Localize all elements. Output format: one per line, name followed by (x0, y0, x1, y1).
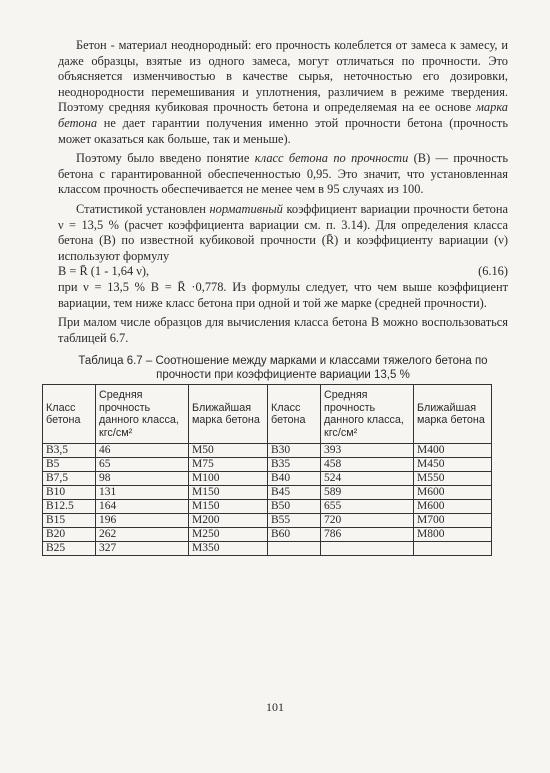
paragraph-1-end: не дает гарантии получения именно этой прочности бетона (прочность может оказаться как больше, так и меньше). (58, 115, 508, 146)
table-row (43, 500, 492, 514)
cell (321, 542, 414, 556)
cell: М100 (189, 472, 268, 486)
paragraph-2 (58, 151, 508, 198)
cell: В25 (43, 542, 96, 556)
cell: В12.5 (43, 500, 96, 514)
cell: М800 (414, 528, 492, 542)
cell: 164 (96, 500, 189, 514)
paragraph-1 (58, 38, 508, 147)
cell: 524 (321, 472, 414, 486)
cell: В5 (43, 458, 96, 472)
cell: М600 (414, 500, 492, 514)
cell: 655 (321, 500, 414, 514)
cell: В55 (268, 514, 321, 528)
header-class-1: Класс бетона (43, 385, 96, 444)
page-body (46, 38, 508, 556)
cell: М350 (189, 542, 268, 556)
paragraph-3-end: коэффициент вариации прочности бетона ν = 13,5 % (расчет коэффициента вариации см. п. 3.14). Для определения класса бетона (В) по известной кубиковой прочности (R̄) и коэффициенту вариации (ν) используют формулу (58, 201, 508, 263)
cell: В20 (43, 528, 96, 542)
formula-number: (6.16) (478, 264, 508, 279)
paragraph-3-start: Статистикой установлен (76, 201, 206, 216)
grade-class-table (42, 384, 492, 556)
cell: М400 (414, 444, 492, 458)
cell: М50 (189, 444, 268, 458)
cell: 393 (321, 444, 414, 458)
cell: М150 (189, 486, 268, 500)
table-header-row (43, 385, 492, 444)
paragraph-3 (58, 202, 508, 264)
header-strength-2: Средняя прочность данного класса, кгс/см² (321, 385, 414, 444)
cell: М150 (189, 500, 268, 514)
paragraph-1-text: Бетон - материал неоднородный: его прочность колеблется от замеса к замесу, и даже образцы, взятые из одного замеса, могут отличаться по прочности. Это объясняется изменчивостью в качестве сырья, неточностью его дозировки, неоднородности перемешивания и уплотнения, различием в режиме твердения. Поэтому средняя кубиковая прочность бетона и определяемая на ее основе (58, 38, 508, 115)
cell: В3,5 (43, 444, 96, 458)
cell (268, 542, 321, 556)
cell: 458 (321, 458, 414, 472)
header-grade-1: Ближайшая марка бетона (189, 385, 268, 444)
paragraph-2-start: Поэтому было введено понятие (76, 151, 250, 166)
term-strength-class: класс бетона по прочности (254, 151, 409, 166)
cell: 196 (96, 514, 189, 528)
cell: 589 (321, 486, 414, 500)
cell: В40 (268, 472, 321, 486)
cell: 327 (96, 542, 189, 556)
cell: М75 (189, 458, 268, 472)
cell: М700 (414, 514, 492, 528)
cell: 262 (96, 528, 189, 542)
cell: М200 (189, 514, 268, 528)
cell: 786 (321, 528, 414, 542)
cell: М550 (414, 472, 492, 486)
page-number: 101 (266, 700, 284, 714)
paragraph-5: При малом числе образцов для вычисления класса бетона В можно воспользоваться таблицей 6.7. (58, 315, 508, 345)
table-row (43, 458, 492, 472)
table-caption: Таблица 6.7 – Соотношение между марками и классами тяжелого бетона по прочности при коэффициенте вариации 13,5 % (78, 355, 488, 382)
formula-line (58, 264, 508, 280)
cell: В30 (268, 444, 321, 458)
cell: 65 (96, 458, 189, 472)
cell: 98 (96, 472, 189, 486)
cell: М600 (414, 486, 492, 500)
table-row (43, 486, 492, 500)
cell: 131 (96, 486, 189, 500)
table-row (43, 514, 492, 528)
cell: В15 (43, 514, 96, 528)
cell: М450 (414, 458, 492, 472)
cell: В35 (268, 458, 321, 472)
paragraph-4: при ν = 13,5 % B = R̄ ·0,778. Из формулы следует, что чем выше коэффициент вариации, тем ниже класс бетона при одной и той же марке (средней прочности). (58, 279, 508, 310)
table-row (43, 472, 492, 486)
table-row (43, 542, 492, 556)
table-row (43, 528, 492, 542)
table-row (43, 444, 492, 458)
header-class-2: Класс бетона (268, 385, 321, 444)
header-grade-2: Ближайшая марка бетона (414, 385, 492, 444)
cell: В50 (268, 500, 321, 514)
cell: 46 (96, 444, 189, 458)
term-concrete-grade: марка бетона (58, 100, 508, 130)
term-normative: нормативный (209, 201, 283, 216)
cell: В7,5 (43, 472, 96, 486)
cell: В45 (268, 486, 321, 500)
cell: В10 (43, 486, 96, 500)
header-strength-1: Средняя прочность данного класса, кгс/см² (96, 385, 189, 444)
cell: М250 (189, 528, 268, 542)
paragraph-2-end: (В) — прочность бетона с гарантированной обеспеченностью 0,95. Это значит, что установленная классом прочность обеспечивается не менее чем в 95 случаях из 100. (58, 151, 508, 197)
cell: В60 (268, 528, 321, 542)
formula: B = R̄ (1 - 1,64 ν), (58, 264, 150, 279)
cell: 720 (321, 514, 414, 528)
cell (414, 542, 492, 556)
